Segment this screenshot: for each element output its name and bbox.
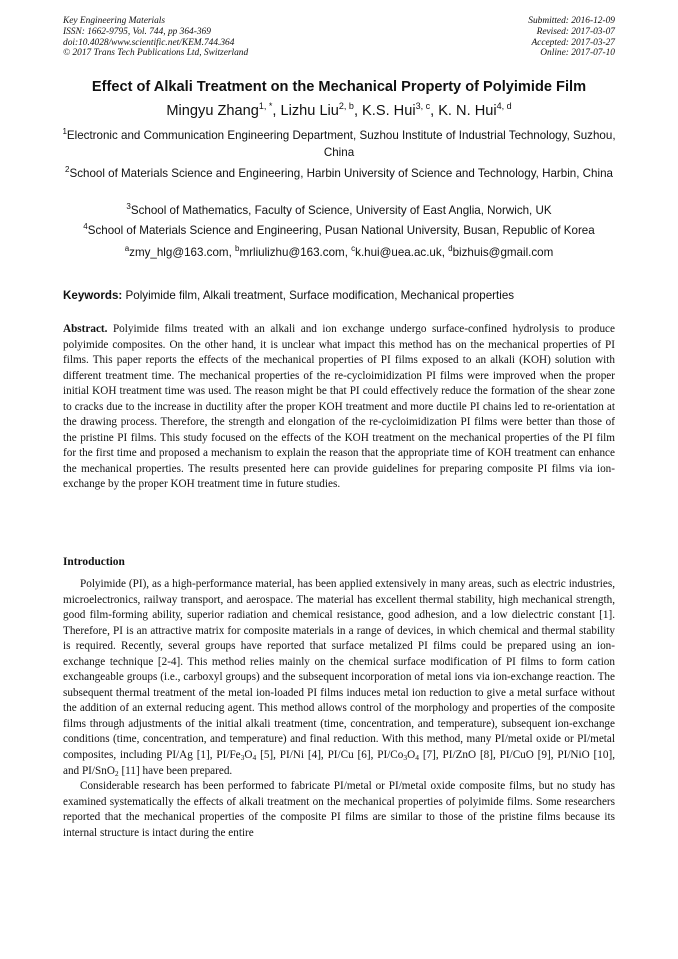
abstract [63,322,615,493]
publication-dates [528,16,615,59]
author-affiliation-mark: 2, b [338,101,354,111]
introduction-body [63,577,615,841]
keywords-text: Polyimide film, Alkali treatment, Surface modification, Mechanical properties [125,289,515,302]
affiliation-number: 3 [126,202,131,211]
affiliation [60,223,618,240]
author-name: K.S. Hui [362,103,416,119]
email-mark: b [235,244,240,253]
paragraph: Considerable research has been performed to fabricate PI/metal or PI/metal oxide composite films, but no study has examined systematically the effects of alkali treatment on the mechanical properties of polyimide films. Some researchers reported that the mechanical properties of the composite PI films are similar to those of the pristine films because its internal structure is intact during the entire [63,780,615,839]
doi-line: doi:10.4028/www.scientific.net/KEM.744.364 [63,37,235,48]
affiliation-text: School of Mathematics, Faculty of Science, University of East Anglia, Norwich, UK [130,204,552,217]
email-list: $^a$zmy_hlg@163.com, $^b$mrliulizhu@163.com, $^c$k.hui@uea.ac.uk, $^d$bizhuis@gmail.com [124,244,554,259]
submitted-date: Submitted: 2016-12-09 [528,16,615,26]
affiliation-text: School of Materials Science and Engineering, Pusan National University, Busan, Republic of Korea [87,224,595,237]
journal-name: Key Engineering Materials [63,16,166,26]
author-affiliation-mark: 1, * [258,101,273,111]
affiliation-number: 1 [62,127,67,136]
affiliation [60,128,618,162]
keywords-label: Keywords: [63,289,123,302]
affiliation-text: Electronic and Communication Engineering Department, Suzhou Institute of Industrial Technology, Suzhou, China [66,129,616,159]
issn-line: ISSN: 1662-9795, Vol. 744, pp 364-369 [63,26,211,37]
affiliation-number: 2 [65,165,70,174]
accepted-date: Accepted: 2017-03-27 [531,37,615,48]
affiliation [60,203,618,220]
author-name: K. N. Hui [438,103,497,119]
author-name: Lizhu Liu [280,103,339,119]
email-mark: c [351,244,356,253]
email-address: mrliulizhu@163.com [239,246,345,259]
email-address: k.hui@uea.ac.uk [355,246,442,259]
affiliation-text: School of Materials Science and Engineering, Harbin University of Science and Technology, Harbin, China [69,167,613,180]
email-mark: d [448,244,453,253]
revised-date: Revised: 2017-03-07 [536,26,615,37]
email-mark: a [124,244,130,253]
section-heading: Introduction [63,556,125,568]
author-list: Mingyu Zhang$^{1, *}$, Lizhu Liu$^{2, b}$, K.S. Hui$^{3, c}$, K. N. Hui$^{4, d}$ [166,101,512,119]
email-address: bizhuis@gmail.com [452,246,554,259]
paper-title: Effect of Alkali Treatment on the Mechanical Property of Polyimide Film [91,79,587,95]
affiliation [60,166,618,183]
journal-info [63,16,248,59]
paragraph: Polyimide (PI), as a high-performance material, has been applied extensively in many areas, such as electric industries, microelectronics, railway transport, and aerospace. The material has excellent thermal stability, high mechanical strength, good film-forming ability, superior radiation and chemical resistance, good adhesion, and a low dielectric constant [1]. Therefore, PI is an attractive matrix for composite materials in a range of devices, in which chemical and thermal stability is required. Recently, several groups have reported that surface metalized PI films could be prepared using an ion-exchange technique [2-4]. This method relies mainly on the chemical surface modification of PI films to form cation exchangeable groups (i.e., carboxyl groups) and the subsequent incorporation of metal ions via ion-exchange reaction. The subsequent thermal treatment of the metal ion-loaded PI films induces metal ion reduction to give a metal surface without the addition of an external reducing agent. This method allows control of the morphology and properties of the composite films through adjustments of the initial alkali treatment (time, concentration, and temperature), subsequent ion-exchange conditions (time, concentration, and temperature) and final reduction. With this method, many PI/metal oxide or PI/metal composites, including PI/Ag [1], $PI/Fe_3O_4$ [5], PI/Ni [4], PI/Cu [6], $PI/Co_3O_4$ [7], PI/ZnO [8], PI/CuO [9], PI/NiO [10], and PI/SnO$_2$ [11] have been prepared. [63,578,615,778]
keywords [63,289,615,302]
abstract-label: Abstract. [63,323,108,335]
copyright-line: © 2017 Trans Tech Publications Ltd, Switzerland [63,48,249,59]
author-affiliation-mark: 4, d [496,101,512,111]
author-affiliation-mark: 3, c [415,101,431,111]
abstract-text: Polyimide films treated with an alkali and ion exchange undergo surface-confined hydrolysis to produce polyimide composites. On the other hand, it is unclear what impact this method has on the mechanical properties of PI films. This paper reports the effects of the mechanical properties of PI films exposed to an alkali (KOH) solution with different treatment time. The mechanical properties of the re-cycloimidization PI films were improved when the proper initial KOH treatment time was used. The reason might be that PI could effectively reduce the formation of the shear zone to cracks due to the increase in ductility after the proper KOH treatment and more ductile PI chains led to re-orientation at the drawing process. Therefore, the strength and elongation of the re-cycloimidization PI films were better than those of the pristine PI films. This study focused on the effects of the KOH treatment on the mechanical properties of the PI film for the first time and proposed a mechanism to explain the reason that the appropriate time of KOH treatment can enhance the mechanical properties. The results presented here can provide guidelines for preparing composite PI films via ion-exchange by the proper KOH treatment time in future studies. [63,323,615,491]
online-date: Online: 2017-07-10 [540,48,615,59]
affiliation-number: 4 [83,222,88,231]
email-address: zmy_hlg@163.com [129,246,229,259]
author-name: Mingyu Zhang [166,103,259,119]
